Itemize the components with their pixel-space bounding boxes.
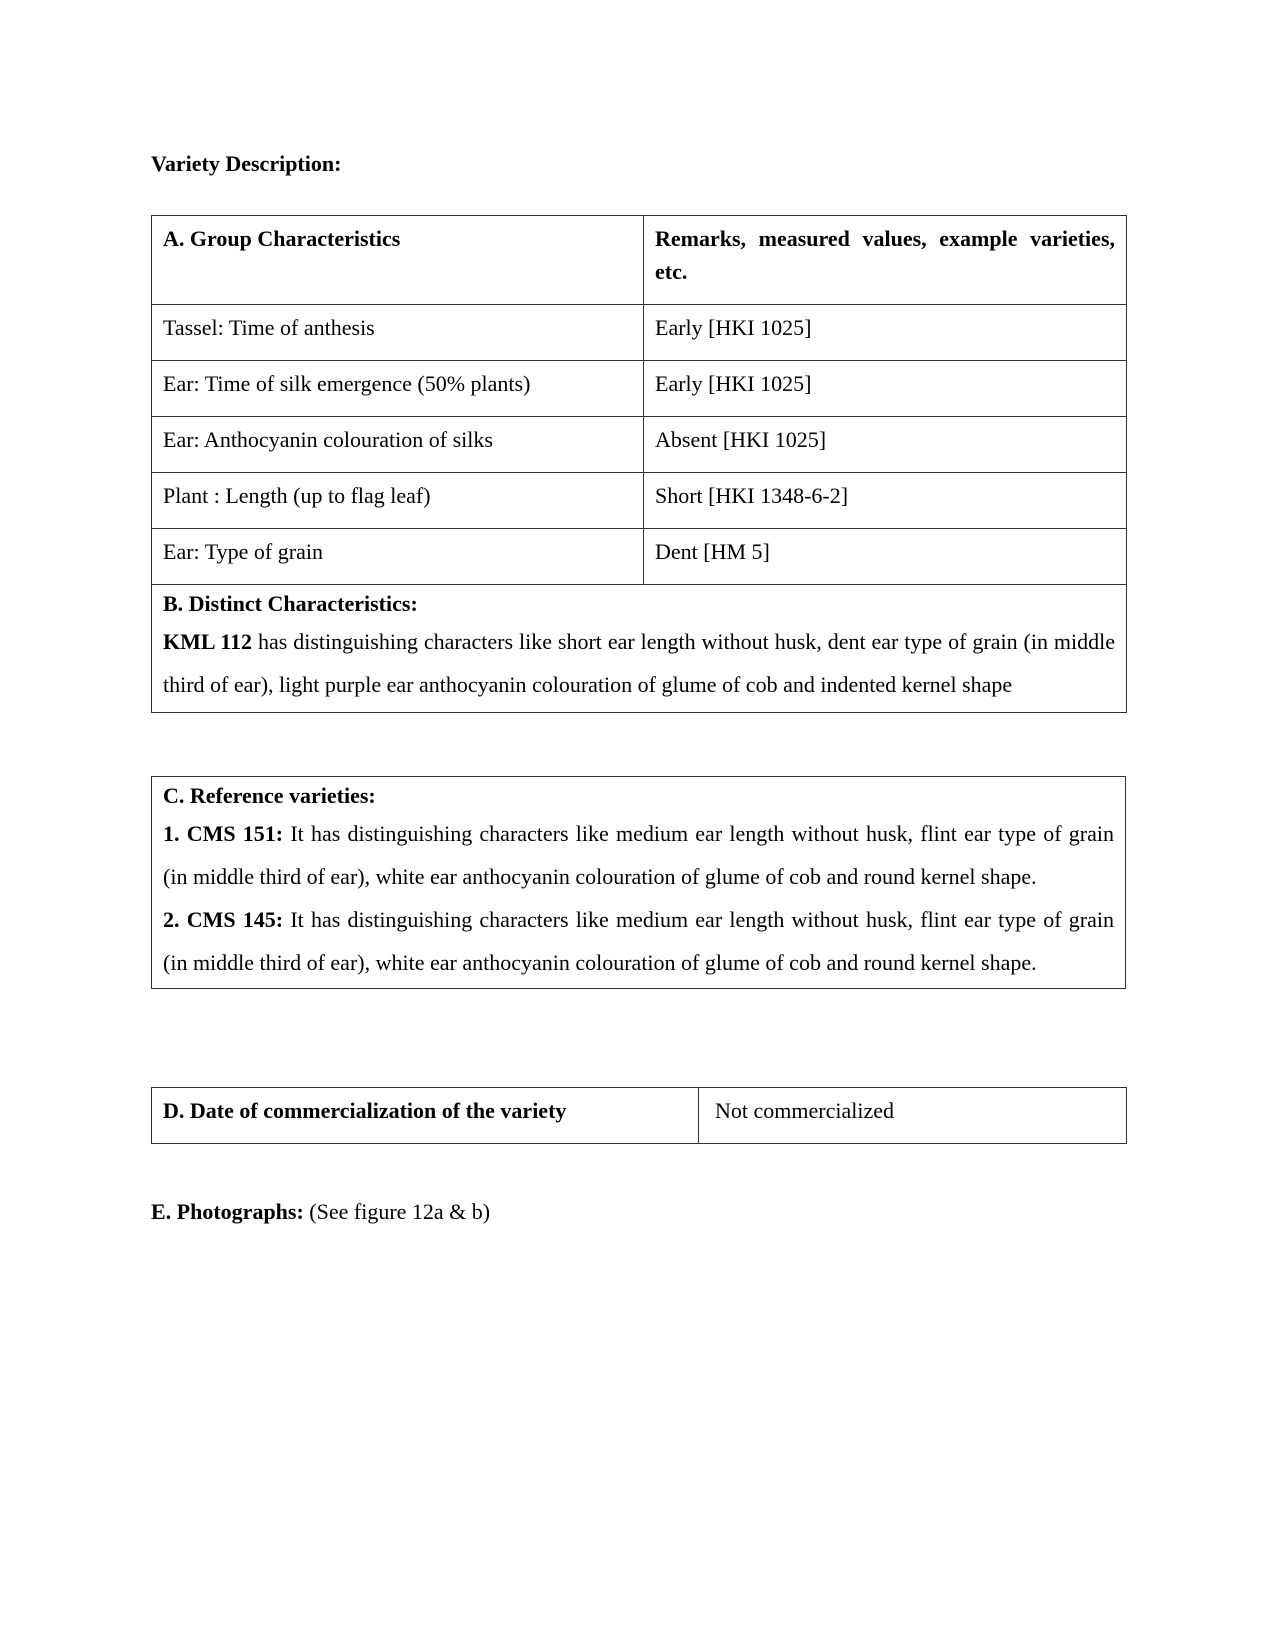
- table-row: [152, 305, 1127, 361]
- remark-cell: Absent [HKI 1025]: [644, 417, 1127, 473]
- table-row: [152, 473, 1127, 529]
- table-row: [152, 417, 1127, 473]
- photographs-line: [151, 1198, 490, 1226]
- remark-cell: Dent [HM 5]: [644, 529, 1127, 585]
- photographs-label: E. Photographs:: [151, 1199, 304, 1224]
- reference-variety-item: [163, 812, 1114, 898]
- characteristic-cell: Tassel: Time of anthesis: [152, 305, 644, 361]
- characteristic-cell: Ear: Time of silk emergence (50% plants): [152, 361, 644, 417]
- commercialization-label: D. Date of commercialization of the variety: [152, 1088, 699, 1144]
- distinct-characteristics-row: [152, 585, 1127, 713]
- header-remarks: Remarks, measured values, example varieties, etc.: [644, 216, 1127, 305]
- reference-variety-item: [163, 898, 1114, 984]
- page-title: Variety Description:: [151, 151, 342, 176]
- characteristic-cell: Ear: Anthocyanin colouration of silks: [152, 417, 644, 473]
- distinct-description: has distinguishing characters like short ear length without husk, dent ear type of grain (in middle third of ear), light purple ear anthocyanin colouration of glume of cob and indented kernel shape: [163, 629, 1115, 697]
- remark-cell: Short [HKI 1348-6-2]: [644, 473, 1127, 529]
- distinct-characteristics-text: [163, 620, 1115, 706]
- distinct-characteristics-cell: [152, 585, 1127, 713]
- table-row: [152, 529, 1127, 585]
- commercialization-table: [151, 1087, 1127, 1144]
- commercialization-value: Not commercialized: [699, 1088, 1127, 1144]
- reference-variety-label: 2. CMS 145:: [163, 907, 284, 932]
- reference-varieties-table: [151, 776, 1126, 989]
- table-header-row: [152, 216, 1127, 305]
- commercialization-row: [152, 1088, 1127, 1144]
- reference-varieties-cell: [152, 777, 1126, 989]
- variety-name: KML 112: [163, 629, 253, 654]
- group-characteristics-table: [151, 215, 1127, 713]
- distinct-characteristics-heading: B. Distinct Characteristics:: [163, 591, 418, 616]
- photographs-reference: (See figure 12a & b): [303, 1199, 491, 1224]
- reference-varieties-heading: C. Reference varieties:: [163, 783, 376, 808]
- reference-variety-text: It has distinguishing characters like medium ear length without husk, flint ear type of grain (in middle third of ear), white ear anthocyanin colouration of glume of cob and round kernel shape.: [163, 907, 1115, 975]
- reference-varieties-row: [152, 777, 1126, 989]
- characteristic-cell: Plant : Length (up to flag leaf): [152, 473, 644, 529]
- characteristic-cell: Ear: Type of grain: [152, 529, 644, 585]
- reference-variety-label: 1. CMS 151:: [163, 821, 284, 846]
- table-row: [152, 361, 1127, 417]
- remark-cell: Early [HKI 1025]: [644, 305, 1127, 361]
- header-group-characteristics: A. Group Characteristics: [152, 216, 644, 305]
- reference-variety-text: It has distinguishing characters like medium ear length without husk, flint ear type of grain (in middle third of ear), white ear anthocyanin colouration of glume of cob and round kernel shape.: [163, 821, 1115, 889]
- remark-cell: Early [HKI 1025]: [644, 361, 1127, 417]
